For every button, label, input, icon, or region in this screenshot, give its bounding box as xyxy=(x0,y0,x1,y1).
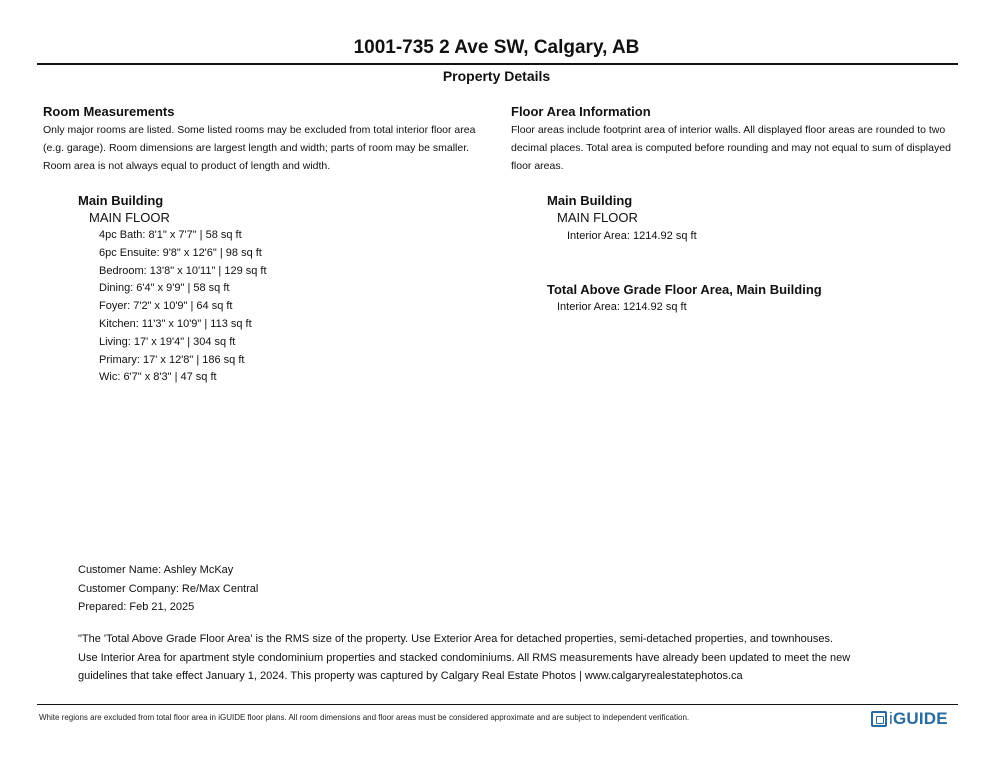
description-line: (e.g. garage). Room dimensions are largest length and width; parts of room may be smaller. xyxy=(43,142,470,154)
iguide-logo xyxy=(871,709,948,729)
footer-disclaimer: White regions are excluded from total floor area in iGUIDE floor plans. All room dimensions and floor areas must be considered approximate and are subject to independent verification. xyxy=(39,713,690,722)
floor-area-description xyxy=(511,121,961,175)
room-item: Kitchen: 11'3" x 10'9" | 113 sq ft xyxy=(99,317,252,330)
floor-area-floor-label: MAIN FLOOR xyxy=(557,210,638,225)
floor-area-building-heading: Main Building xyxy=(547,193,633,208)
total-interior-area-value: Interior Area: 1214.92 sq ft xyxy=(557,301,687,313)
page-title: 1001-735 2 Ave SW, Calgary, AB xyxy=(353,37,640,58)
note-line: Use Interior Area for apartment style condominium properties and stacked condominiums. All RMS measurements have already been updated to meet the new xyxy=(78,651,851,664)
rms-note xyxy=(78,630,958,686)
description-line: Floor areas include footprint area of interior walls. All displayed floor areas are rounded to two xyxy=(511,124,946,136)
room-measurements-description xyxy=(43,121,488,175)
interior-area-value: Interior Area: 1214.92 sq ft xyxy=(567,230,697,242)
room-item: Foyer: 7'2" x 10'9" | 64 sq ft xyxy=(99,300,233,313)
customer-company: Customer Company: Re/Max Central xyxy=(78,582,259,595)
floor-area-heading: Floor Area Information xyxy=(511,104,651,119)
footer-divider xyxy=(37,704,958,705)
total-above-grade-heading: Total Above Grade Floor Area, Main Building xyxy=(547,282,822,297)
main-building-heading: Main Building xyxy=(78,193,164,208)
description-line: floor areas. xyxy=(511,160,564,172)
room-item: Wic: 6'7" x 8'3" | 47 sq ft xyxy=(99,371,217,384)
room-item: 4pc Bath: 8'1" x 7'7" | 58 sq ft xyxy=(99,229,242,241)
room-item: 6pc Ensuite: 9'8" x 12'6" | 98 sq ft xyxy=(99,246,262,259)
description-line: decimal places. Total area is computed before rounding and may not equal to sum of displayed xyxy=(511,142,951,154)
description-line: Only major rooms are listed. Some listed rooms may be excluded from total interior floor area xyxy=(43,124,476,136)
room-measurements-heading: Room Measurements xyxy=(43,104,175,119)
room-item: Bedroom: 13'8" x 10'11" | 129 sq ft xyxy=(99,264,267,277)
page-subtitle: Property Details xyxy=(442,68,551,84)
description-line: Room area is not always equal to product of length and width. xyxy=(43,160,331,172)
customer-name: Customer Name: Ashley McKay xyxy=(78,564,234,576)
prepared-date: Prepared: Feb 21, 2025 xyxy=(78,601,195,613)
room-list xyxy=(99,227,267,387)
note-line: guidelines that take effect January 1, 2024. This property was captured by Calgary Real Estate Photos | www.calgaryrealestatephotos.ca xyxy=(78,670,743,682)
note-line: "The 'Total Above Grade Floor Area' is the RMS size of the property. Use Exterior Area for detached properties, semi-detached properties, and townhouses. xyxy=(78,633,834,645)
iguide-logo-text xyxy=(889,709,948,729)
room-item: Primary: 17' x 12'8" | 186 sq ft xyxy=(99,353,245,366)
title-divider xyxy=(37,63,958,65)
main-floor-label: MAIN FLOOR xyxy=(89,210,170,225)
iguide-logo-icon xyxy=(871,711,887,727)
logo-wordmark: GUIDE xyxy=(892,709,948,728)
room-item: Living: 17' x 19'4" | 304 sq ft xyxy=(99,335,236,348)
logo-prefix: i xyxy=(889,709,893,728)
customer-info xyxy=(78,561,258,617)
room-item: Dining: 6'4" x 9'9" | 58 sq ft xyxy=(99,282,230,295)
